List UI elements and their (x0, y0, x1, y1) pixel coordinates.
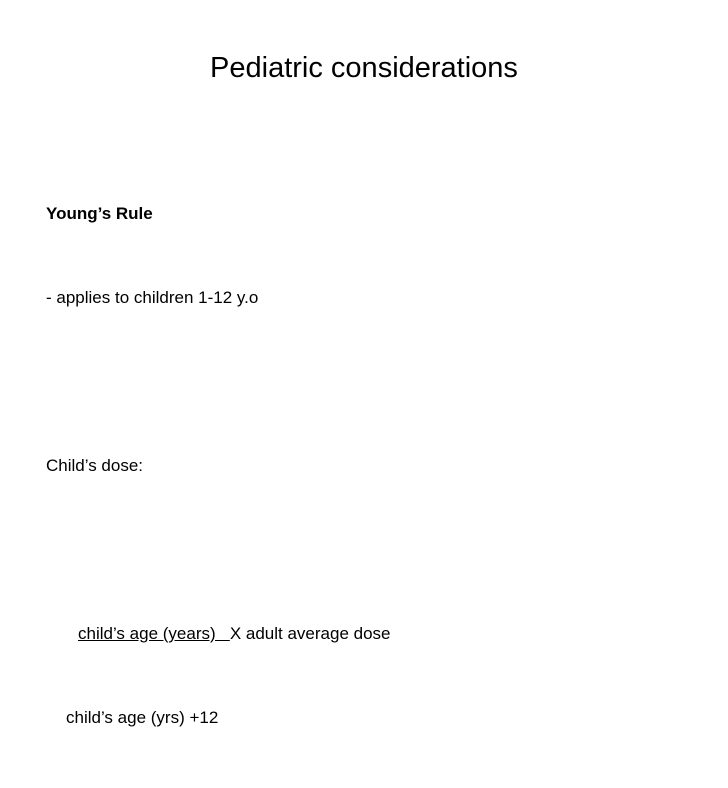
blank-line (46, 368, 390, 396)
rule-heading: Young’s Rule (46, 204, 153, 223)
slide-title: Pediatric considerations (210, 52, 518, 84)
dose-label: Child’s dose: (46, 456, 144, 475)
formula-denominator: child’s age (yrs) +12 (66, 708, 219, 727)
slide-body (46, 144, 390, 788)
formula-multiplier: X adult average dose (229, 624, 391, 643)
blank-line (46, 536, 390, 564)
formula-numerator-line (46, 620, 390, 648)
applies-text: - applies to children 1-12 y.o (46, 288, 259, 307)
formula-numerator: child’s age (years) (78, 624, 230, 643)
